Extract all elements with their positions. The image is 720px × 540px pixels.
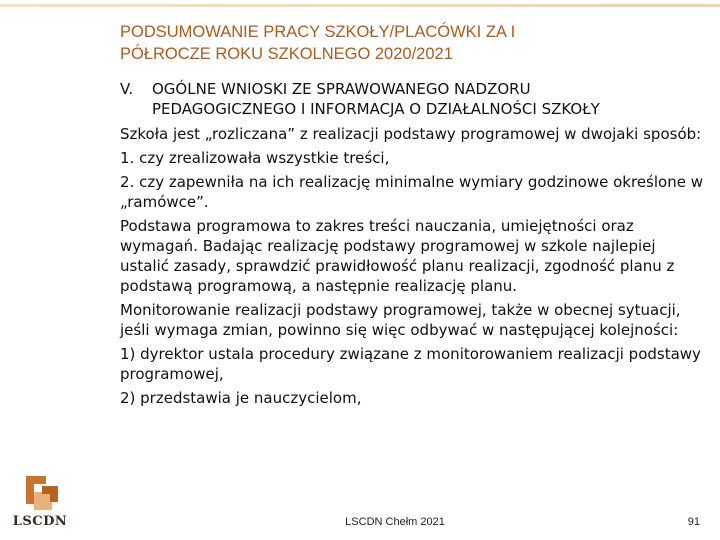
page-number: 91 — [687, 516, 700, 528]
paragraph: 2) przedstawia je nauczycielom, — [120, 389, 362, 407]
title-line-2: PÓŁROCZE ROKU SZKOLNEGO 2020/2021 — [120, 45, 453, 63]
section-heading — [120, 79, 700, 119]
footer-text: LSCDN Chełm 2021 — [345, 516, 445, 528]
section-number: V. — [120, 80, 134, 98]
title-line-1: PODSUMOWANIE PRACY SZKOŁY/PLACÓWKI ZA I — [120, 23, 516, 41]
paragraph: Podstawa programowa to zakres treści nauczania, umiejętności oraz wymagań. Badając realizację podstawy programowej w szkole najlepiej ustalić zasady, sprawdzić prawidłowość planu realizacji, zgodność planu z podstawą programową, a następnie realizację planu. — [120, 217, 675, 295]
paragraph: 2. czy zapewniła na ich realizację minimalne wymiary godzinowe określone w „ramówce”. — [120, 173, 703, 211]
paragraph: 1. czy zrealizowała wszystkie treści, — [120, 149, 390, 167]
top-divider — [0, 4, 720, 7]
paragraph: 1) dyrektor ustala procedury związane z monitorowaniem realizacji podstawy programowej, — [120, 345, 701, 383]
logo-text: LSCDN — [12, 514, 68, 529]
section-heading-line-1: OGÓLNE WNIOSKI ZE SPRAWOWANEGO NADZORU — [152, 80, 531, 98]
paragraph: Szkoła jest „rozliczana” z realizacji podstawy programowej w dwojaki sposób: — [120, 125, 702, 143]
paragraph: Monitorowanie realizacji podstawy programowej, także w obecnej sytuacji, jeśli wymaga zmian, powinno się więc odbywać w następującej kolejności: — [120, 301, 681, 339]
page-title — [120, 21, 680, 65]
section-heading-line-2: PEDAGOGICZNEGO I INFORMACJA O DZIAŁALNOŚCI SZKOŁY — [152, 100, 600, 118]
body-text — [120, 124, 705, 412]
